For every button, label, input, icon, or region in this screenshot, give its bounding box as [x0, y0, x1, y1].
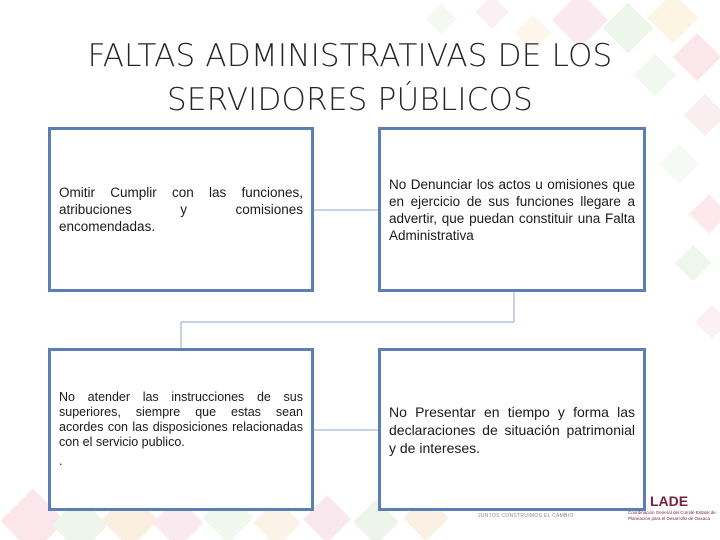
falta-text: Omitir Cumplir con las funciones, atribuciones y comisiones encomendadas. [59, 185, 303, 234]
falta-box-bottom-left [48, 348, 314, 511]
title-line-2: SERVIDORES PÚBLICOS [166, 82, 533, 118]
falta-text: No atender las instrucciones de sus superiores, siempre que estas sean acordes con las disposiciones relacionadas con el servicio publico. [59, 390, 303, 449]
footer-tagline: JUNTOS CONSTRUIMOS EL CAMBIO [478, 513, 574, 519]
falta-text: No Denunciar los actos u omisiones que en ejercicio de sus funciones llegare a advertir, que puedan constituir una Falta Administrativa [389, 176, 635, 243]
falta-box-top-left [48, 127, 314, 292]
falta-box-top-right [378, 127, 646, 292]
falta-note: . [59, 454, 63, 468]
oaxaca-logo-icon: LADE [650, 493, 689, 509]
falta-text: No Presentar en tiempo y forma las declaraciones de situación patrimonial y de intereses. [389, 403, 635, 456]
falta-box-bottom-right [378, 348, 646, 511]
footer-institution: Coordinación General del Comité Estatal de Planeación para el Desarrollo de Oaxaca [628, 510, 716, 521]
title-line-1: FALTAS ADMINISTRATIVAS DE LOS [87, 38, 613, 74]
